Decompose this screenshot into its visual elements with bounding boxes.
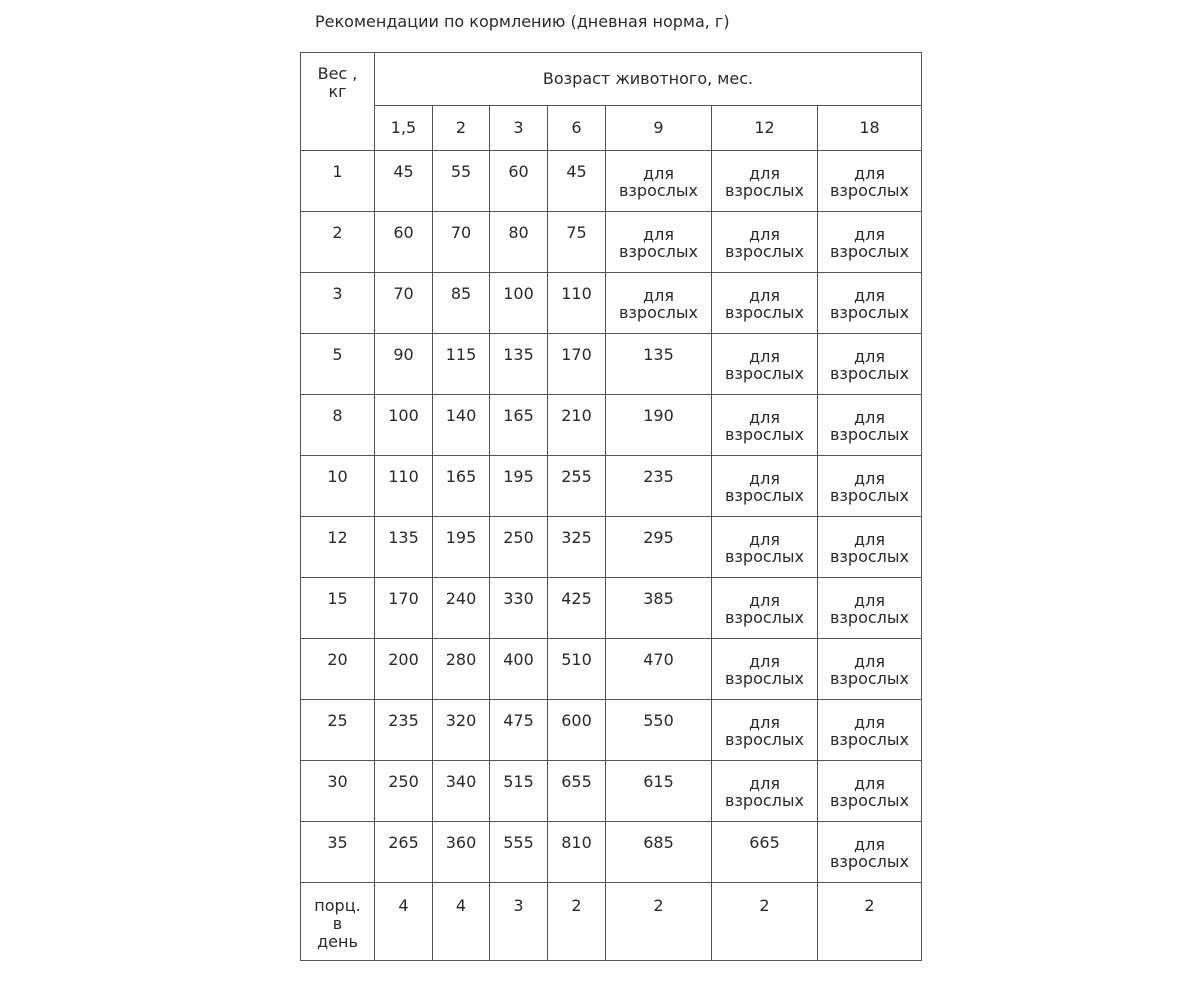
grams-cell: 195 <box>490 456 548 517</box>
adult-label-line2: взрослых <box>618 181 698 200</box>
grams-cell: 70 <box>433 212 490 273</box>
adult-food-cell <box>606 273 712 334</box>
table-row <box>301 212 922 273</box>
weight-cell: 2 <box>301 212 375 273</box>
grams-cell: 165 <box>490 395 548 456</box>
adult-label-line2: взрослых <box>829 425 909 444</box>
grams-cell: 655 <box>548 761 606 822</box>
adult-food-cell <box>606 151 712 212</box>
table-row <box>301 700 922 761</box>
adult-food-cell <box>712 578 818 639</box>
adult-label-line1: для <box>749 347 780 366</box>
grams-cell: 135 <box>375 517 433 578</box>
table-row <box>301 639 922 700</box>
portions-label <box>301 883 375 961</box>
adult-food-cell <box>712 761 818 822</box>
adult-label-line2: взрослых <box>829 730 909 749</box>
age-cell: 12 <box>712 106 818 151</box>
grams-cell: 195 <box>433 517 490 578</box>
adult-food-cell <box>818 273 922 334</box>
portions-label-line: порц. <box>314 896 361 915</box>
adult-label-line2: взрослых <box>829 486 909 505</box>
feeding-table <box>300 52 922 961</box>
grams-cell: 400 <box>490 639 548 700</box>
adult-food-cell <box>712 456 818 517</box>
adult-label-line1: для <box>643 286 674 305</box>
table-row <box>301 822 922 883</box>
adult-label-line1: для <box>854 774 885 793</box>
portions-label-line: в <box>332 914 343 933</box>
grams-cell: 45 <box>548 151 606 212</box>
adult-label-line1: для <box>854 164 885 183</box>
adult-label-line1: для <box>854 408 885 427</box>
adult-label-line1: для <box>749 530 780 549</box>
grams-cell: 685 <box>606 822 712 883</box>
table-row <box>301 456 922 517</box>
adult-label-line2: взрослых <box>618 242 698 261</box>
adult-label-line1: для <box>854 713 885 732</box>
weight-cell: 25 <box>301 700 375 761</box>
adult-food-cell <box>712 395 818 456</box>
age-cell: 6 <box>548 106 606 151</box>
grams-cell: 360 <box>433 822 490 883</box>
table-row <box>301 273 922 334</box>
weight-header-line2: кг <box>328 82 347 101</box>
adult-label-line1: для <box>854 835 885 854</box>
weight-cell: 35 <box>301 822 375 883</box>
age-header: Возраст животного, мес. <box>375 53 922 106</box>
adult-label-line2: взрослых <box>829 669 909 688</box>
adult-label-line1: для <box>749 652 780 671</box>
age-row <box>301 106 922 151</box>
adult-food-cell <box>818 212 922 273</box>
grams-cell: 45 <box>375 151 433 212</box>
grams-cell: 135 <box>490 334 548 395</box>
age-cell: 9 <box>606 106 712 151</box>
portions-cell: 2 <box>548 883 606 961</box>
age-cell: 3 <box>490 106 548 151</box>
grams-cell: 425 <box>548 578 606 639</box>
grams-cell: 55 <box>433 151 490 212</box>
adult-food-cell <box>712 151 818 212</box>
grams-cell: 615 <box>606 761 712 822</box>
grams-cell: 250 <box>375 761 433 822</box>
adult-label-line2: взрослых <box>724 730 804 749</box>
adult-label-line1: для <box>749 408 780 427</box>
table-title: Рекомендации по кормлению (дневная норма, г) <box>315 12 730 31</box>
weight-cell: 8 <box>301 395 375 456</box>
adult-food-cell <box>818 395 922 456</box>
adult-food-cell <box>712 639 818 700</box>
grams-cell: 810 <box>548 822 606 883</box>
adult-food-cell <box>712 700 818 761</box>
adult-food-cell <box>818 761 922 822</box>
weight-cell: 3 <box>301 273 375 334</box>
adult-label-line1: для <box>854 591 885 610</box>
adult-label-line1: для <box>749 713 780 732</box>
adult-label-line1: для <box>854 652 885 671</box>
adult-label-line2: взрослых <box>829 303 909 322</box>
grams-cell: 340 <box>433 761 490 822</box>
adult-label-line1: для <box>749 591 780 610</box>
table-row <box>301 395 922 456</box>
age-cell: 18 <box>818 106 922 151</box>
adult-food-cell <box>818 639 922 700</box>
table-row <box>301 151 922 212</box>
grams-cell: 90 <box>375 334 433 395</box>
grams-cell: 170 <box>375 578 433 639</box>
adult-label-line1: для <box>854 286 885 305</box>
table-row <box>301 761 922 822</box>
grams-cell: 100 <box>490 273 548 334</box>
grams-cell: 265 <box>375 822 433 883</box>
adult-label-line2: взрослых <box>724 425 804 444</box>
weight-cell: 5 <box>301 334 375 395</box>
grams-cell: 140 <box>433 395 490 456</box>
adult-label-line2: взрослых <box>724 364 804 383</box>
grams-cell: 70 <box>375 273 433 334</box>
adult-food-cell <box>818 334 922 395</box>
adult-food-cell <box>818 517 922 578</box>
weight-header <box>301 53 375 151</box>
adult-label-line1: для <box>643 164 674 183</box>
grams-cell: 75 <box>548 212 606 273</box>
grams-cell: 165 <box>433 456 490 517</box>
age-cell: 2 <box>433 106 490 151</box>
grams-cell: 665 <box>712 822 818 883</box>
adult-label-line1: для <box>854 530 885 549</box>
grams-cell: 85 <box>433 273 490 334</box>
adult-label-line2: взрослых <box>724 547 804 566</box>
grams-cell: 190 <box>606 395 712 456</box>
grams-cell: 60 <box>375 212 433 273</box>
grams-cell: 170 <box>548 334 606 395</box>
grams-cell: 320 <box>433 700 490 761</box>
grams-cell: 60 <box>490 151 548 212</box>
grams-cell: 250 <box>490 517 548 578</box>
adult-label-line2: взрослых <box>829 547 909 566</box>
grams-cell: 135 <box>606 334 712 395</box>
adult-label-line2: взрослых <box>829 364 909 383</box>
adult-label-line1: для <box>854 225 885 244</box>
adult-label-line1: для <box>854 347 885 366</box>
portions-cell: 4 <box>433 883 490 961</box>
adult-label-line1: для <box>749 774 780 793</box>
grams-cell: 80 <box>490 212 548 273</box>
grams-cell: 110 <box>548 273 606 334</box>
adult-label-line2: взрослых <box>618 303 698 322</box>
adult-label-line2: взрослых <box>829 181 909 200</box>
weight-cell: 20 <box>301 639 375 700</box>
grams-cell: 385 <box>606 578 712 639</box>
portions-cell: 3 <box>490 883 548 961</box>
weight-cell: 30 <box>301 761 375 822</box>
adult-label-line2: взрослых <box>829 791 909 810</box>
adult-food-cell <box>818 456 922 517</box>
weight-cell: 15 <box>301 578 375 639</box>
grams-cell: 475 <box>490 700 548 761</box>
grams-cell: 330 <box>490 578 548 639</box>
adult-label-line1: для <box>749 164 780 183</box>
grams-cell: 555 <box>490 822 548 883</box>
portions-cell: 2 <box>818 883 922 961</box>
grams-cell: 470 <box>606 639 712 700</box>
grams-cell: 115 <box>433 334 490 395</box>
adult-food-cell <box>712 273 818 334</box>
table-row <box>301 578 922 639</box>
adult-label-line1: для <box>854 469 885 488</box>
grams-cell: 235 <box>375 700 433 761</box>
grams-cell: 515 <box>490 761 548 822</box>
adult-label-line2: взрослых <box>829 852 909 871</box>
adult-food-cell <box>712 517 818 578</box>
adult-label-line1: для <box>643 225 674 244</box>
portions-row <box>301 883 922 961</box>
weight-header-line1: Вес , <box>317 64 358 83</box>
adult-label-line2: взрослых <box>829 242 909 261</box>
portions-cell: 4 <box>375 883 433 961</box>
grams-cell: 255 <box>548 456 606 517</box>
adult-label-line2: взрослых <box>829 608 909 627</box>
grams-cell: 510 <box>548 639 606 700</box>
adult-food-cell <box>818 822 922 883</box>
adult-label-line2: взрослых <box>724 608 804 627</box>
grams-cell: 325 <box>548 517 606 578</box>
grams-cell: 110 <box>375 456 433 517</box>
grams-cell: 210 <box>548 395 606 456</box>
adult-label-line2: взрослых <box>724 791 804 810</box>
adult-label-line2: взрослых <box>724 669 804 688</box>
adult-label-line1: для <box>749 225 780 244</box>
adult-food-cell <box>818 578 922 639</box>
adult-label-line2: взрослых <box>724 303 804 322</box>
weight-cell: 1 <box>301 151 375 212</box>
adult-label-line1: для <box>749 286 780 305</box>
grams-cell: 600 <box>548 700 606 761</box>
adult-food-cell <box>818 151 922 212</box>
adult-food-cell <box>712 334 818 395</box>
adult-food-cell <box>712 212 818 273</box>
adult-label-line2: взрослых <box>724 242 804 261</box>
grams-cell: 240 <box>433 578 490 639</box>
grams-cell: 295 <box>606 517 712 578</box>
adult-food-cell <box>818 700 922 761</box>
grams-cell: 200 <box>375 639 433 700</box>
age-cell: 1,5 <box>375 106 433 151</box>
portions-cell: 2 <box>712 883 818 961</box>
grams-cell: 100 <box>375 395 433 456</box>
weight-cell: 10 <box>301 456 375 517</box>
portions-cell: 2 <box>606 883 712 961</box>
adult-label-line2: взрослых <box>724 486 804 505</box>
grams-cell: 550 <box>606 700 712 761</box>
table-row <box>301 334 922 395</box>
table-row <box>301 517 922 578</box>
weight-cell: 12 <box>301 517 375 578</box>
adult-food-cell <box>606 212 712 273</box>
portions-label-line: день <box>317 932 358 951</box>
adult-label-line1: для <box>749 469 780 488</box>
grams-cell: 280 <box>433 639 490 700</box>
adult-label-line2: взрослых <box>724 181 804 200</box>
grams-cell: 235 <box>606 456 712 517</box>
